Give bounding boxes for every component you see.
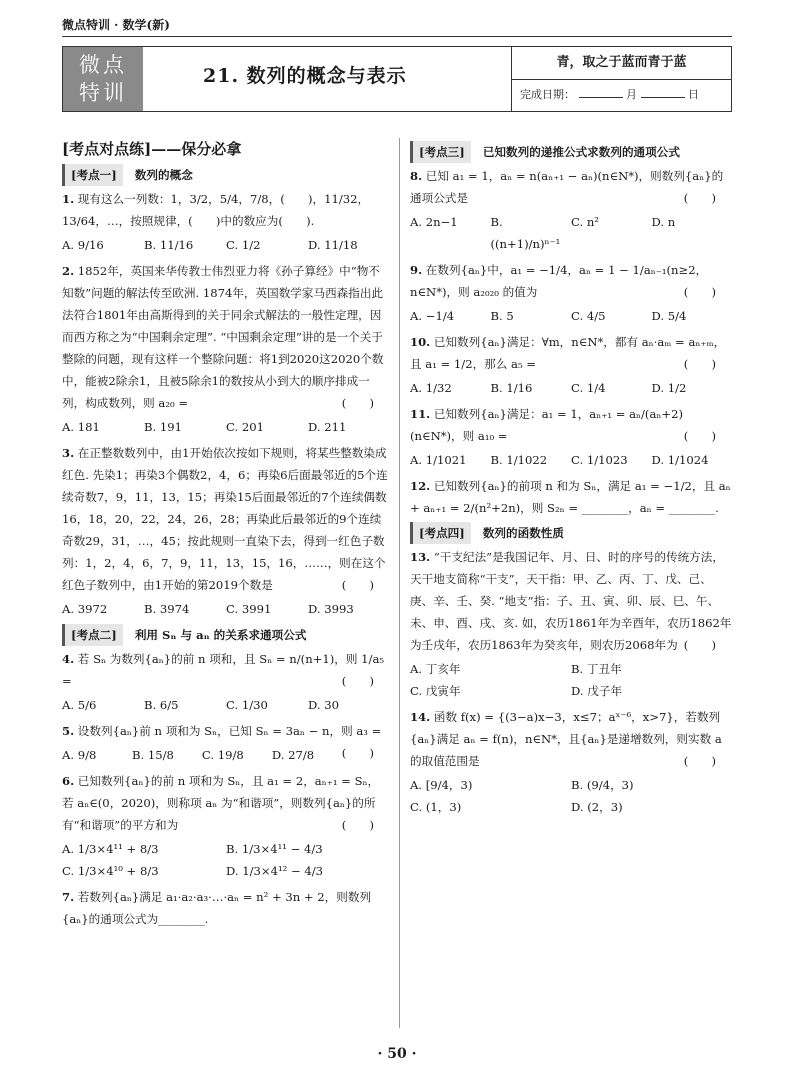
options-14 (410, 774, 732, 818)
option-b[interactable]: B. 1/16 (490, 381, 533, 395)
question-2 (62, 260, 390, 414)
option-b[interactable]: B. 191 (144, 420, 183, 434)
option-c[interactable]: C. 1/1023 (571, 453, 628, 467)
option-a[interactable]: A. 3972 (62, 602, 108, 616)
question-text: 设数列{aₙ}前 n 项和为 Sₙ，已知 Sₙ = 3aₙ − n，则 a₃ = (77, 724, 382, 738)
day-label: 日 (688, 88, 699, 101)
option-c[interactable]: C. 1/30 (226, 698, 268, 712)
option-a[interactable]: A. −1/4 (410, 309, 455, 323)
question-text: 已知 a₁ = 1，aₙ = n(aₙ₊₁ − aₙ)(n∈N*)，则数列{aₙ}的通项公式是 (410, 169, 724, 205)
question-8 (410, 165, 732, 209)
question-number: 14. (410, 710, 431, 724)
option-b[interactable]: B. 1/3×4¹¹ − 4/3 (226, 842, 323, 856)
question-number: 9. (410, 263, 423, 277)
option-d[interactable]: D. n (651, 215, 676, 229)
answer-bracket[interactable]: ( ) (683, 754, 716, 768)
point-tag: [考点四] (410, 522, 471, 544)
option-d[interactable]: D. 30 (308, 698, 340, 712)
option-b[interactable]: B. 丁丑年 (571, 662, 622, 676)
question-number: 11. (410, 407, 431, 421)
question-7 (62, 886, 390, 930)
options-8 (410, 211, 732, 255)
option-c[interactable]: C. 201 (226, 420, 264, 434)
option-d[interactable]: D. (2，3) (571, 800, 623, 814)
completion-date (512, 80, 731, 110)
question-number: 4. (62, 652, 75, 666)
options-5 (62, 744, 342, 766)
option-d[interactable]: D. 1/2 (651, 381, 687, 395)
day-blank[interactable] (641, 87, 685, 98)
option-b[interactable]: B. 3974 (144, 602, 190, 616)
option-c[interactable]: C. 戊寅年 (410, 684, 461, 698)
option-b[interactable]: B. (9/4，3) (571, 778, 634, 792)
question-number: 7. (62, 890, 75, 904)
answer-bracket[interactable]: ( ) (341, 578, 374, 592)
title-banner (62, 46, 732, 112)
point-tag: [考点一] (62, 164, 123, 186)
point-title: 已知数列的递推公式求数列的通项公式 (482, 145, 680, 159)
page-number: · 50 · (377, 1046, 417, 1062)
options-4 (62, 694, 390, 716)
option-c[interactable]: C. 19/8 (201, 748, 244, 762)
left-column (62, 138, 390, 932)
point-tag: [考点三] (410, 141, 471, 163)
option-c[interactable]: C. 1/4 (571, 381, 606, 395)
question-text: 已知数列{aₙ}满足：∀m，n∈N*，都有 aₙ·aₘ = aₙ₊ₘ，且 a₁ = 1/2，那么 a₅ = (410, 335, 726, 371)
question-text: 若 Sₙ 为数列{aₙ}的前 n 项和，且 Sₙ = n/(n+1)，则 1/a₅ = (62, 652, 385, 688)
series-mark-line1: 微点 (79, 53, 127, 77)
options-3 (62, 598, 390, 620)
option-d[interactable]: D. 211 (308, 420, 347, 434)
question-number: 3. (62, 446, 75, 460)
right-column (410, 138, 732, 822)
options-6 (62, 838, 390, 882)
question-text: 已知数列{aₙ}满足：a₁ = 1，aₙ₊₁ = aₙ/(aₙ+2)(n∈N*)，则 a₁₀ = (410, 407, 683, 443)
option-d[interactable]: D. 11/18 (308, 238, 358, 252)
question-text: 已知数列{aₙ}的前 n 项和为 Sₙ，且 a₁ = 2，aₙ₊₁ = Sₙ，若 aₙ∈(0，2020)，则称项 aₙ 为“和谐项”，则数列{aₙ}的所有“和谐项”的平方和为 (62, 774, 380, 832)
options-2 (62, 416, 390, 438)
option-d[interactable]: D. 5/4 (651, 309, 687, 323)
question-10 (410, 331, 732, 375)
option-a[interactable]: A. 181 (62, 420, 100, 434)
point-heading (62, 624, 390, 646)
point-heading (410, 522, 732, 544)
answer-bracket[interactable]: ( ) (341, 674, 374, 688)
header-rule (62, 36, 732, 37)
question-text: 1852年，英国来华传教士伟烈亚力将《孙子算经》中“物不知数”问题的解法传至欧洲. 1874年，英国数学家马西森指出此法符合1801年由高斯得到的关于同余式解法的一般性定理，因而西方称之为“中国剩余定理”. “中国剩余定理”讲的是一个关于整除的问题，现有这样一个整除问题：将1到2020这2020个数中，能被2除余1，且被5除余1的数按从小到大的顺序排成一列，构成数列，则 a₂₀ = (62, 264, 384, 410)
options-10 (410, 377, 732, 399)
answer-bracket[interactable]: ( ) (341, 818, 374, 832)
option-b[interactable]: B. ((n+1)/n)ⁿ⁻¹ (490, 215, 561, 251)
question-number: 13. (410, 550, 431, 564)
question-6 (62, 770, 390, 836)
answer-bracket[interactable]: ( ) (683, 357, 716, 371)
question-14 (410, 706, 732, 772)
options-1 (62, 234, 390, 256)
column-divider (399, 138, 400, 1028)
option-a[interactable]: A. 2n−1 (410, 215, 458, 229)
options-11 (410, 449, 732, 471)
option-a[interactable]: A. 1/1021 (410, 453, 467, 467)
series-mark-line2: 特训 (79, 81, 127, 105)
option-d[interactable]: D. 27/8 (271, 748, 315, 762)
answer-bracket[interactable]: ( ) (683, 429, 716, 443)
option-d[interactable]: D. 1/1024 (651, 453, 709, 467)
question-13 (410, 546, 732, 656)
question-text: 现有这么一列数：1，3/2，5/4，7/8，( )，11/32，13/64，…，按照规律，( )中的数应为( ). (62, 192, 370, 228)
option-b[interactable]: B. 6/5 (144, 698, 179, 712)
option-d[interactable]: D. 戊子年 (571, 684, 623, 698)
series-mark (63, 47, 143, 111)
question-number: 12. (410, 479, 431, 493)
question-number: 6. (62, 774, 75, 788)
option-a[interactable]: A. 9/8 (62, 748, 97, 762)
options-13 (410, 658, 732, 702)
option-c[interactable]: C. 4/5 (571, 309, 606, 323)
running-head: 微点特训 · 数学(新) (62, 18, 170, 32)
point-heading (62, 164, 390, 186)
question-text: 若数列{aₙ}满足 a₁·a₂·a₃·…·aₙ = n² + 3n + 2，则数列{aₙ}的通项公式为________. (62, 890, 372, 926)
option-b[interactable]: B. 5 (490, 309, 514, 323)
options-9 (410, 305, 732, 327)
motto: 青，取之于蓝而青于蓝 (512, 47, 731, 80)
question-number: 1. (62, 192, 75, 206)
answer-bracket[interactable]: ( ) (341, 746, 374, 760)
date-label: 完成日期： (520, 88, 575, 101)
option-d[interactable]: D. 1/3×4¹² − 4/3 (226, 864, 324, 878)
question-3 (62, 442, 390, 596)
question-1 (62, 188, 390, 232)
question-number: 8. (410, 169, 423, 183)
point-heading (410, 141, 732, 163)
question-number: 5. (62, 724, 75, 738)
question-text: 在数列{aₙ}中，a₁ = −1/4，aₙ = 1 − 1/aₙ₋₁(n≥2，n∈N*)，则 a₂₀₂₀ 的值为 (410, 263, 708, 299)
month-blank[interactable] (579, 87, 623, 98)
answer-bracket[interactable]: ( ) (683, 191, 716, 205)
question-text: “干支纪法”是我国记年、月、日、时的序号的传统方法，天干地支简称“干支”，天干指：甲、乙、丙、丁、戊、己、庚、辛、壬、癸. “地支”指：子、丑、寅、卯、辰、巳、午、未、申、酉、戌、亥. 如，农历1861年为辛酉年，农历1862年为壬戌年，农历1863年为癸亥年，则农历2068年为 (410, 550, 732, 652)
question-12 (410, 475, 732, 519)
option-d[interactable]: D. 3993 (308, 602, 354, 616)
option-c[interactable]: C. n² (571, 215, 599, 229)
section-heading: [考点对点练]——保分必拿 (62, 140, 242, 158)
question-number: 10. (410, 335, 431, 349)
question-4 (62, 648, 390, 692)
option-c[interactable]: C. 1/2 (226, 238, 261, 252)
option-b[interactable]: B. 15/8 (131, 748, 174, 762)
question-number: 2. (62, 264, 75, 278)
month-label: 月 (626, 88, 637, 101)
question-9 (410, 259, 732, 303)
page-title: 21. 数列的概念与表示 (203, 65, 407, 87)
question-11 (410, 403, 732, 447)
option-a[interactable]: A. 9/16 (62, 238, 104, 252)
answer-bracket[interactable]: ( ) (683, 638, 716, 652)
point-tag: [考点二] (62, 624, 123, 646)
question-text: 函数 f(x) = {(3−a)x−3，x≤7；aˣ⁻⁶，x>7}，若数列{aₙ}满足 aₙ = f(n)，n∈N*，且{aₙ}是递增数列，则实数 a 的取值范围是 (410, 710, 722, 768)
answer-bracket[interactable]: ( ) (341, 396, 374, 410)
point-title: 数列的函数性质 (482, 526, 564, 540)
question-text: 已知数列{aₙ}的前项 n 和为 Sₙ，满足 a₁ = −1/2，且 aₙ + aₙ₊₁ = 2/(n²+2n)，则 S₂ₙ = ________，aₙ = ________. (410, 479, 731, 515)
option-a[interactable]: A. 1/3×4¹¹ + 8/3 (62, 842, 159, 856)
answer-bracket[interactable]: ( ) (683, 285, 716, 299)
question-text: 在正整数数列中，由1开始依次按如下规则，将某些整数染成红色. 先染1；再染3个偶数2，4，6；再染6后面最邻近的5个连续奇数7，9，11，13，15；再染15后面最邻近的7个连续偶数16，18，20，22，24，26，28；再染此后最邻近的9个连续奇数29，31，…，45；按此规则一直染下去，得到一红色子数列：1，2，4，6，7，9，11，13，15，16，……，则在这个红色子数列中，由1开始的第2019个数是 (62, 446, 388, 592)
option-a[interactable]: A. [9/4，3) (410, 778, 473, 792)
option-a[interactable]: A. 丁亥年 (410, 662, 461, 676)
point-title: 数列的概念 (134, 168, 193, 182)
option-a[interactable]: A. 5/6 (62, 698, 97, 712)
motto-box (511, 47, 731, 111)
option-b[interactable]: B. 11/16 (144, 238, 194, 252)
option-b[interactable]: B. 1/1022 (490, 453, 548, 467)
option-c[interactable]: C. 3991 (226, 602, 272, 616)
option-c[interactable]: C. (1，3) (410, 800, 462, 814)
option-a[interactable]: A. 1/32 (410, 381, 452, 395)
point-title: 利用 Sₙ 与 aₙ 的关系求通项公式 (134, 628, 307, 642)
option-c[interactable]: C. 1/3×4¹⁰ + 8/3 (62, 864, 159, 878)
